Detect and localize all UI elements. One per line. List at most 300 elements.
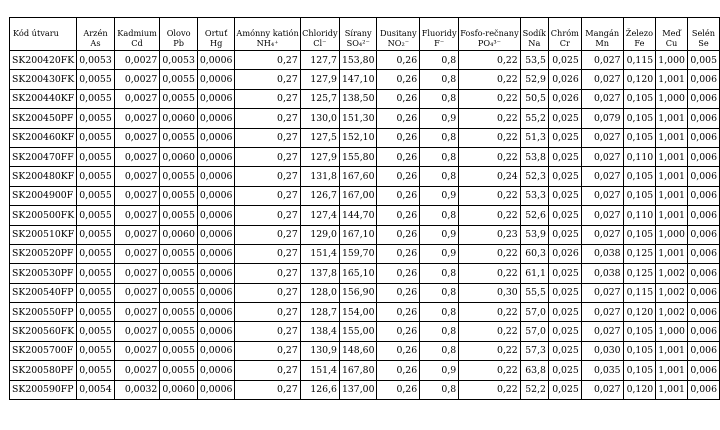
- value-cell: 0,110: [623, 147, 656, 166]
- column-header-label: Fosfo-rečnany: [460, 28, 519, 39]
- value-cell: 0,025: [548, 109, 581, 128]
- table-row: [10, 167, 720, 186]
- value-cell: 0,0055: [77, 264, 115, 283]
- value-cell: 0,26: [377, 283, 420, 302]
- row-code-cell: SK200560FK: [10, 322, 77, 341]
- row-code-cell: SK200510KF: [10, 225, 77, 244]
- column-header: [548, 18, 581, 51]
- column-header-symbol: Fe: [634, 37, 645, 48]
- value-cell: 0,22: [459, 303, 521, 322]
- value-cell: 0,27: [235, 380, 300, 399]
- value-cell: 0,038: [581, 244, 623, 263]
- value-cell: 0,22: [459, 322, 521, 341]
- value-cell: 0,115: [623, 283, 656, 302]
- value-cell: 0,8: [420, 70, 459, 89]
- value-cell: 0,025: [548, 303, 581, 322]
- value-cell: 0,0006: [197, 264, 235, 283]
- column-header: [339, 18, 377, 51]
- value-cell: 0,0006: [197, 109, 235, 128]
- row-code-cell: SK200590FP: [10, 380, 77, 399]
- value-cell: 0,006: [687, 186, 719, 205]
- column-header-label: Kadmium: [117, 28, 157, 39]
- value-cell: 0,27: [235, 225, 300, 244]
- value-cell: 0,006: [687, 206, 719, 225]
- value-cell: 0,027: [581, 51, 623, 70]
- value-cell: 0,006: [687, 128, 719, 147]
- value-cell: 0,120: [623, 380, 656, 399]
- value-cell: 0,0006: [197, 361, 235, 380]
- table-header: [10, 18, 720, 51]
- value-cell: 0,0027: [114, 303, 160, 322]
- value-cell: 1,001: [656, 70, 688, 89]
- value-cell: 0,22: [459, 244, 521, 263]
- value-cell: 0,079: [581, 109, 623, 128]
- value-cell: 159,70: [339, 244, 377, 263]
- table-row: [10, 109, 720, 128]
- column-header-symbol: PO₄³⁻: [477, 37, 501, 48]
- value-cell: 0,0027: [114, 51, 160, 70]
- value-cell: 1,001: [656, 244, 688, 263]
- row-code-cell: SK2004900F: [10, 186, 77, 205]
- table-container: [9, 17, 720, 400]
- column-header: [77, 18, 115, 51]
- value-cell: 0,26: [377, 70, 420, 89]
- row-code-cell: SK200440KF: [10, 89, 77, 108]
- value-cell: 155,80: [339, 147, 377, 166]
- value-cell: 0,22: [459, 186, 521, 205]
- value-cell: 57,0: [520, 322, 548, 341]
- value-cell: 0,0055: [160, 322, 198, 341]
- column-header-symbol: Cd: [131, 37, 143, 48]
- value-cell: 0,105: [623, 322, 656, 341]
- value-cell: 0,0055: [77, 341, 115, 360]
- column-header: [197, 18, 235, 51]
- value-cell: 0,0027: [114, 206, 160, 225]
- value-cell: 0,025: [548, 361, 581, 380]
- value-cell: 0,0055: [160, 341, 198, 360]
- value-cell: 0,27: [235, 264, 300, 283]
- column-header-symbol: Pb: [173, 37, 184, 48]
- table-row: [10, 361, 720, 380]
- column-header-label: Sodík: [522, 28, 546, 39]
- column-header-label: Meď: [662, 28, 681, 39]
- value-cell: 1,001: [656, 147, 688, 166]
- value-cell: 0,26: [377, 89, 420, 108]
- value-cell: 0,30: [459, 283, 521, 302]
- value-cell: 0,027: [581, 303, 623, 322]
- row-code-cell: SK200500FK: [10, 206, 77, 225]
- value-cell: 0,0027: [114, 128, 160, 147]
- value-cell: 1,002: [656, 303, 688, 322]
- value-cell: 0,027: [581, 147, 623, 166]
- value-cell: 0,27: [235, 244, 300, 263]
- value-cell: 0,025: [548, 147, 581, 166]
- value-cell: 0,0006: [197, 303, 235, 322]
- column-header: [581, 18, 623, 51]
- value-cell: 0,22: [459, 128, 521, 147]
- value-cell: 53,5: [520, 51, 548, 70]
- value-cell: 167,80: [339, 361, 377, 380]
- value-cell: 0,26: [377, 128, 420, 147]
- value-cell: 0,0055: [77, 283, 115, 302]
- value-cell: 0,0027: [114, 283, 160, 302]
- value-cell: 0,27: [235, 70, 300, 89]
- value-cell: 0,0027: [114, 186, 160, 205]
- value-cell: 0,0055: [160, 128, 198, 147]
- value-cell: 0,0006: [197, 186, 235, 205]
- value-cell: 1,000: [656, 225, 688, 244]
- value-cell: 0,0027: [114, 244, 160, 263]
- value-cell: 0,0055: [160, 264, 198, 283]
- value-cell: 0,025: [548, 206, 581, 225]
- column-header-symbol: F⁻: [434, 37, 445, 48]
- value-cell: 0,0055: [77, 70, 115, 89]
- value-cell: 0,025: [548, 380, 581, 399]
- value-cell: 0,027: [581, 128, 623, 147]
- value-cell: 0,8: [420, 167, 459, 186]
- value-cell: 0,006: [687, 264, 719, 283]
- value-cell: 0,125: [623, 264, 656, 283]
- value-cell: 127,5: [300, 128, 339, 147]
- table-row: [10, 70, 720, 89]
- value-cell: 0,26: [377, 380, 420, 399]
- value-cell: 125,7: [300, 89, 339, 108]
- value-cell: 0,0027: [114, 322, 160, 341]
- value-cell: 0,0006: [197, 128, 235, 147]
- value-cell: 0,27: [235, 303, 300, 322]
- value-cell: 0,006: [687, 167, 719, 186]
- value-cell: 0,0060: [160, 109, 198, 128]
- table-row: [10, 186, 720, 205]
- value-cell: 0,9: [420, 361, 459, 380]
- value-cell: 0,0055: [160, 244, 198, 263]
- value-cell: 0,105: [623, 89, 656, 108]
- column-header-symbol: SO₄²⁻: [346, 37, 370, 48]
- value-cell: 0,0055: [160, 89, 198, 108]
- value-cell: 0,0027: [114, 361, 160, 380]
- value-cell: 53,8: [520, 147, 548, 166]
- value-cell: 1,000: [656, 89, 688, 108]
- value-cell: 0,27: [235, 128, 300, 147]
- table-row: [10, 244, 720, 263]
- value-cell: 130,0: [300, 109, 339, 128]
- value-cell: 0,8: [420, 89, 459, 108]
- value-cell: 152,10: [339, 128, 377, 147]
- table-row: [10, 225, 720, 244]
- value-cell: 128,0: [300, 283, 339, 302]
- value-cell: 167,10: [339, 225, 377, 244]
- value-cell: 0,9: [420, 186, 459, 205]
- value-cell: 1,001: [656, 186, 688, 205]
- value-cell: 0,0055: [77, 206, 115, 225]
- table-row: [10, 147, 720, 166]
- value-cell: 0,0055: [160, 167, 198, 186]
- value-cell: 0,006: [687, 109, 719, 128]
- value-cell: 1,001: [656, 167, 688, 186]
- value-cell: 0,8: [420, 264, 459, 283]
- row-code-cell: SK200530PF: [10, 264, 77, 283]
- table-row: [10, 303, 720, 322]
- value-cell: 0,8: [420, 283, 459, 302]
- column-header: [520, 18, 548, 51]
- value-cell: 0,0027: [114, 341, 160, 360]
- value-cell: 1,001: [656, 380, 688, 399]
- value-cell: 0,26: [377, 206, 420, 225]
- value-cell: 0,006: [687, 303, 719, 322]
- value-cell: 0,22: [459, 89, 521, 108]
- table-row: [10, 128, 720, 147]
- value-cell: 0,0055: [77, 147, 115, 166]
- value-cell: 0,025: [548, 186, 581, 205]
- value-cell: 1,002: [656, 264, 688, 283]
- value-cell: 128,7: [300, 303, 339, 322]
- value-cell: 0,038: [581, 264, 623, 283]
- column-header-label: Kód útvaru: [13, 27, 59, 38]
- table-row: [10, 283, 720, 302]
- value-cell: 165,10: [339, 264, 377, 283]
- column-header-symbol: As: [90, 37, 101, 48]
- value-cell: 0,026: [548, 244, 581, 263]
- value-cell: 0,0027: [114, 89, 160, 108]
- value-cell: 127,9: [300, 70, 339, 89]
- row-code-cell: SK2005700F: [10, 341, 77, 360]
- value-cell: 0,0006: [197, 147, 235, 166]
- water-quality-table: [9, 17, 720, 400]
- value-cell: 0,105: [623, 361, 656, 380]
- value-cell: 0,006: [687, 70, 719, 89]
- value-cell: 53,3: [520, 186, 548, 205]
- table-body: [10, 51, 720, 400]
- value-cell: 137,8: [300, 264, 339, 283]
- value-cell: 0,27: [235, 322, 300, 341]
- value-cell: 0,006: [687, 225, 719, 244]
- table-row: [10, 206, 720, 225]
- value-cell: 0,8: [420, 206, 459, 225]
- value-cell: 0,110: [623, 206, 656, 225]
- value-cell: 0,025: [548, 128, 581, 147]
- value-cell: 0,8: [420, 51, 459, 70]
- table-row: [10, 51, 720, 70]
- value-cell: 0,0055: [77, 303, 115, 322]
- value-cell: 0,105: [623, 109, 656, 128]
- row-code-cell: SK200580PF: [10, 361, 77, 380]
- value-cell: 0,025: [548, 167, 581, 186]
- value-cell: 0,0053: [77, 51, 115, 70]
- column-header-symbol: Hg: [209, 37, 223, 48]
- value-cell: 0,0054: [77, 380, 115, 399]
- value-cell: 0,0006: [197, 70, 235, 89]
- value-cell: 0,22: [459, 147, 521, 166]
- table-row: [10, 341, 720, 360]
- value-cell: 0,27: [235, 167, 300, 186]
- value-cell: 0,0055: [77, 109, 115, 128]
- value-cell: 1,001: [656, 341, 688, 360]
- value-cell: 0,26: [377, 225, 420, 244]
- value-cell: 53,9: [520, 225, 548, 244]
- value-cell: 0,006: [687, 89, 719, 108]
- value-cell: 0,0006: [197, 89, 235, 108]
- column-header: [377, 18, 420, 51]
- column-header-symbol: Cu: [665, 37, 678, 48]
- value-cell: 0,0055: [160, 206, 198, 225]
- value-cell: 167,00: [339, 186, 377, 205]
- value-cell: 55,5: [520, 283, 548, 302]
- value-cell: 0,26: [377, 109, 420, 128]
- value-cell: 0,27: [235, 361, 300, 380]
- column-header-label: Dusitany: [379, 28, 417, 39]
- column-header: [656, 18, 688, 51]
- value-cell: 0,26: [377, 167, 420, 186]
- value-cell: 0,030: [581, 341, 623, 360]
- value-cell: 0,005: [687, 51, 719, 70]
- value-cell: 0,23: [459, 225, 521, 244]
- value-cell: 0,0006: [197, 283, 235, 302]
- value-cell: 0,0032: [114, 380, 160, 399]
- value-cell: 130,9: [300, 341, 339, 360]
- column-header: [114, 18, 160, 51]
- value-cell: 0,27: [235, 51, 300, 70]
- value-cell: 0,105: [623, 341, 656, 360]
- value-cell: 0,26: [377, 264, 420, 283]
- value-cell: 0,025: [548, 322, 581, 341]
- value-cell: 0,0055: [77, 89, 115, 108]
- value-cell: 0,006: [687, 322, 719, 341]
- table-row: [10, 89, 720, 108]
- value-cell: 0,26: [377, 322, 420, 341]
- value-cell: 127,4: [300, 206, 339, 225]
- column-header-symbol: Cr: [559, 37, 570, 48]
- value-cell: 50,5: [520, 89, 548, 108]
- value-cell: 0,026: [548, 70, 581, 89]
- value-cell: 0,0055: [77, 244, 115, 263]
- column-header-label: Železo: [625, 28, 654, 39]
- value-cell: 0,006: [687, 380, 719, 399]
- column-header-symbol: Cl⁻: [313, 37, 327, 48]
- value-cell: 0,22: [459, 380, 521, 399]
- value-cell: 0,8: [420, 303, 459, 322]
- column-header-label: Fluoridy: [421, 28, 457, 39]
- value-cell: 0,105: [623, 186, 656, 205]
- column-header: [235, 18, 300, 51]
- value-cell: 0,8: [420, 147, 459, 166]
- column-header-code: [10, 18, 77, 51]
- value-cell: 0,26: [377, 147, 420, 166]
- column-header: [300, 18, 339, 51]
- value-cell: 0,0027: [114, 264, 160, 283]
- column-header-label: Arzén: [83, 28, 108, 39]
- value-cell: 0,0055: [77, 361, 115, 380]
- value-cell: 126,6: [300, 380, 339, 399]
- table-row: [10, 380, 720, 399]
- column-header: [160, 18, 198, 51]
- value-cell: 154,00: [339, 303, 377, 322]
- value-cell: 0,26: [377, 303, 420, 322]
- value-cell: 0,9: [420, 244, 459, 263]
- value-cell: 127,7: [300, 51, 339, 70]
- value-cell: 57,0: [520, 303, 548, 322]
- row-code-cell: SK200550FP: [10, 303, 77, 322]
- value-cell: 0,0027: [114, 70, 160, 89]
- value-cell: 0,26: [377, 244, 420, 263]
- value-cell: 0,0006: [197, 380, 235, 399]
- value-cell: 151,4: [300, 244, 339, 263]
- value-cell: 1,001: [656, 109, 688, 128]
- column-header-label: Chróm: [550, 28, 579, 39]
- value-cell: 0,027: [581, 322, 623, 341]
- table-row: [10, 264, 720, 283]
- column-header-symbol: NO₂⁻: [387, 37, 410, 48]
- value-cell: 0,0006: [197, 341, 235, 360]
- value-cell: 0,0027: [114, 167, 160, 186]
- column-header-symbol: Na: [528, 37, 541, 48]
- value-cell: 0,27: [235, 89, 300, 108]
- value-cell: 0,9: [420, 109, 459, 128]
- value-cell: 0,0027: [114, 147, 160, 166]
- value-cell: 0,025: [548, 264, 581, 283]
- value-cell: 1,001: [656, 128, 688, 147]
- value-cell: 0,22: [459, 264, 521, 283]
- row-code-cell: SK200470FF: [10, 147, 77, 166]
- value-cell: 151,4: [300, 361, 339, 380]
- value-cell: 1,000: [656, 322, 688, 341]
- value-cell: 0,27: [235, 147, 300, 166]
- value-cell: 0,120: [623, 70, 656, 89]
- value-cell: 0,006: [687, 244, 719, 263]
- value-cell: 0,22: [459, 70, 521, 89]
- value-cell: 147,10: [339, 70, 377, 89]
- value-cell: 0,22: [459, 206, 521, 225]
- value-cell: 129,0: [300, 225, 339, 244]
- row-code-cell: SK200450PF: [10, 109, 77, 128]
- value-cell: 0,027: [581, 89, 623, 108]
- value-cell: 0,0006: [197, 206, 235, 225]
- value-cell: 1,002: [656, 283, 688, 302]
- value-cell: 0,125: [623, 244, 656, 263]
- value-cell: 0,0006: [197, 225, 235, 244]
- column-header: [623, 18, 656, 51]
- value-cell: 0,26: [377, 186, 420, 205]
- value-cell: 0,0055: [160, 283, 198, 302]
- column-header-label: Mangán: [585, 28, 620, 39]
- value-cell: 0,0055: [160, 186, 198, 205]
- value-cell: 138,50: [339, 89, 377, 108]
- value-cell: 0,027: [581, 70, 623, 89]
- column-header-label: Selén: [691, 28, 716, 39]
- value-cell: 0,0055: [160, 70, 198, 89]
- value-cell: 51,3: [520, 128, 548, 147]
- value-cell: 0,22: [459, 109, 521, 128]
- value-cell: 0,0055: [77, 322, 115, 341]
- value-cell: 0,27: [235, 206, 300, 225]
- value-cell: 0,27: [235, 186, 300, 205]
- table-row: [10, 322, 720, 341]
- value-cell: 0,027: [581, 283, 623, 302]
- value-cell: 55,2: [520, 109, 548, 128]
- value-cell: 0,0006: [197, 244, 235, 263]
- value-cell: 0,026: [548, 89, 581, 108]
- value-cell: 0,27: [235, 109, 300, 128]
- column-header: [459, 18, 521, 51]
- value-cell: 0,22: [459, 51, 521, 70]
- column-header-label: Ortuť: [204, 28, 228, 39]
- column-header: [687, 18, 719, 51]
- value-cell: 63,8: [520, 361, 548, 380]
- value-cell: 0,9: [420, 225, 459, 244]
- value-cell: 0,006: [687, 361, 719, 380]
- value-cell: 0,027: [581, 206, 623, 225]
- value-cell: 0,0053: [160, 51, 198, 70]
- value-cell: 0,115: [623, 51, 656, 70]
